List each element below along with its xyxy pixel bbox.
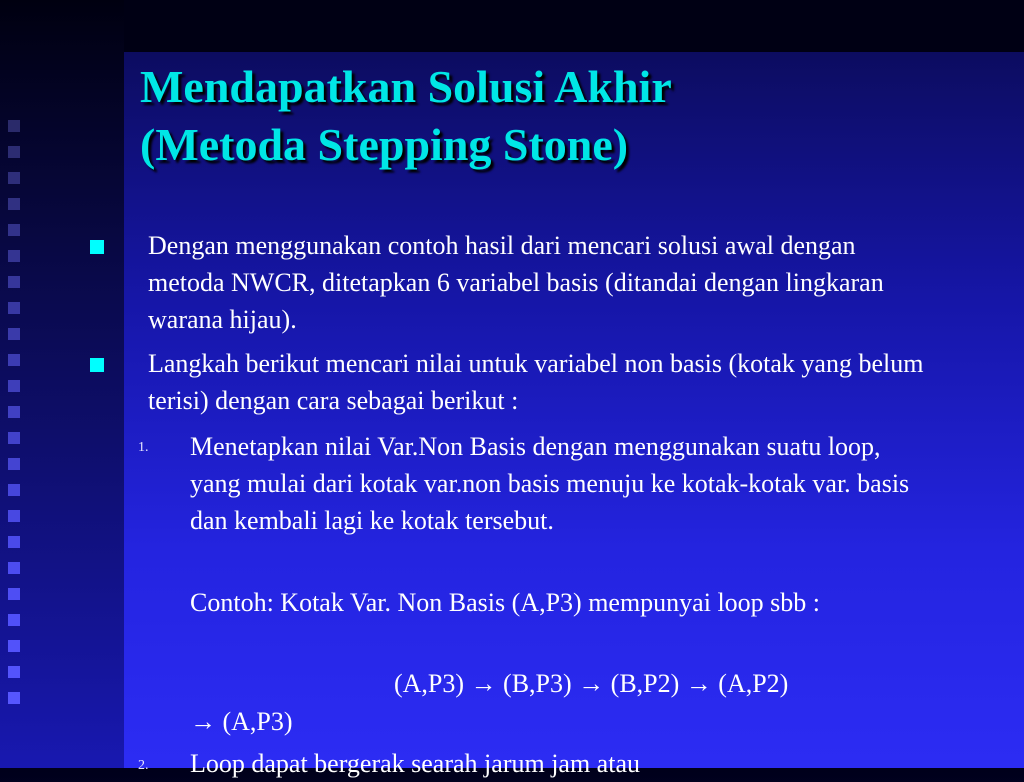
square-icon <box>8 432 20 444</box>
numbered-text-1: Menetapkan nilai Var.Non Basis dengan menggunakan suatu loop, yang mulai dari kotak var.non basis menuju ke kotak-kotak var. basis dan kembali lagi ke kotak tersebut. <box>190 432 910 535</box>
square-icon <box>8 250 20 262</box>
square-icon <box>8 172 20 184</box>
square-icon <box>8 458 20 470</box>
square-icon <box>8 406 20 418</box>
square-icon <box>8 692 20 704</box>
square-icon <box>8 614 20 626</box>
square-icon <box>8 146 20 158</box>
square-icon <box>8 276 20 288</box>
square-bullet-icon <box>90 358 104 372</box>
numbered-text-2: Loop dapat bergerak searah jarum jam atau <box>190 749 640 778</box>
loop-line-2: → (A,P3) <box>190 707 293 736</box>
list-number-2: 2. <box>138 758 149 773</box>
square-icon <box>8 562 20 574</box>
title-line-1: Mendapatkan Solusi Akhir <box>140 61 672 112</box>
loop-line-1: (A,P3) → (B,P3) → (B,P2) → (A,P2) <box>394 669 789 698</box>
decorative-squares <box>8 120 30 718</box>
example-text: Contoh: Kotak Var. Non Basis (A,P3) mempunyai loop sbb : <box>190 588 821 617</box>
square-icon <box>8 536 20 548</box>
bullet-text-1: Dengan menggunakan contoh hasil dari mencari solusi awal dengan metoda NWCR, ditetapkan 6 variabel basis (ditandai dengan lingkaran warana hijau). <box>148 231 884 334</box>
square-bullet-icon <box>90 240 104 254</box>
left-decorative-band <box>0 0 124 768</box>
square-icon <box>8 510 20 522</box>
square-icon <box>8 354 20 366</box>
square-icon <box>8 198 20 210</box>
square-icon <box>8 120 20 132</box>
square-icon <box>8 224 20 236</box>
square-icon <box>8 484 20 496</box>
slide-title <box>140 58 1000 174</box>
top-dark-band <box>124 0 1024 52</box>
square-icon <box>8 380 20 392</box>
square-icon <box>8 666 20 678</box>
list-number-1: 1. <box>138 440 149 455</box>
square-icon <box>8 640 20 652</box>
square-icon <box>8 302 20 314</box>
bullet-text-2: Langkah berikut mencari nilai untuk variabel non basis (kotak yang belum terisi) dengan cara sebagai berikut : <box>148 349 924 415</box>
square-icon <box>8 328 20 340</box>
square-icon <box>8 588 20 600</box>
title-line-2: (Metoda Stepping Stone) <box>140 119 629 170</box>
